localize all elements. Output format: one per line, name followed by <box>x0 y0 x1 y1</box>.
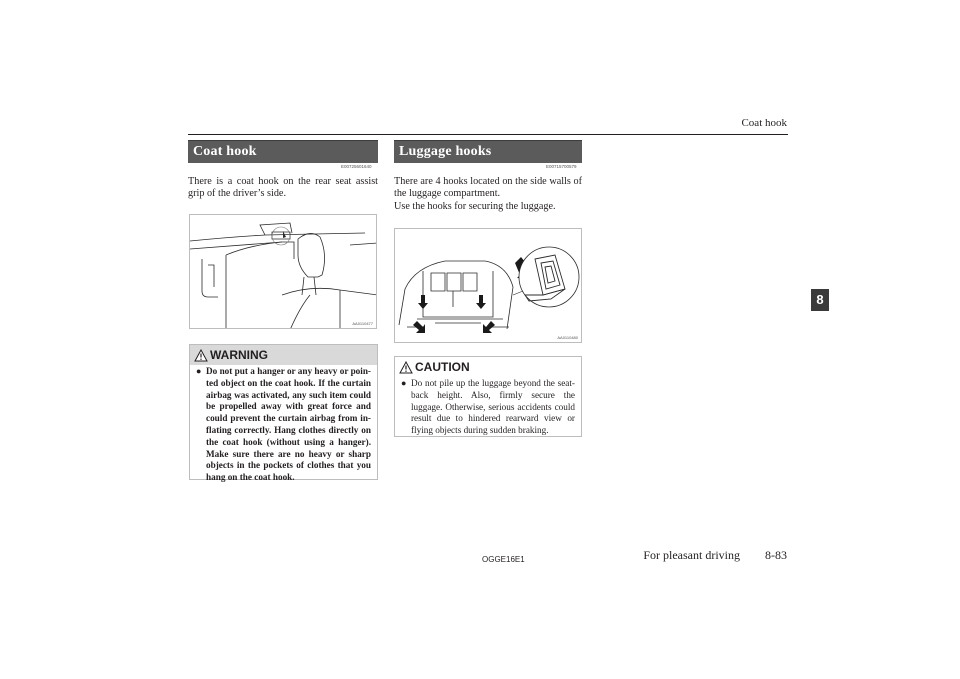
warning-triangle-icon <box>194 349 208 362</box>
warning-box <box>189 344 378 483</box>
running-head: Coat hook <box>741 117 787 129</box>
luggage-hooks-heading: Luggage hooks <box>394 140 582 163</box>
car-interior-drawing <box>190 215 377 329</box>
footer-document-code: OGGE16E1 <box>482 555 525 564</box>
warning-text: Do not put a hanger or any heavy or poin-ted object on the coat hook. If the curtain airbag was activated, any such item could be propelled away with great force and could prevent the curtain airbag from in-flating correctly. Hang clothes directly on the coat hook (without using a hanger). Make sure there are no heavy or sharp objects in the pockets of clothes that you hang on the coat hook. <box>206 366 371 483</box>
footer-page-number: 8-83 <box>765 548 787 562</box>
caution-text: Do not pile up the luggage beyond the seat-back height. Also, firmly secure the luggage. Otherwise, serious accidents could result due to hindered rearward view or flying objects during sudden braking. <box>411 378 575 436</box>
luggage-hooks-figure-code: AA0110480 <box>557 335 578 340</box>
caution-box <box>394 356 582 437</box>
coat-hook-figure-code: AA0110477 <box>352 321 373 326</box>
warning-bullet-icon: ● <box>196 366 202 376</box>
top-rule <box>188 134 788 135</box>
coat-hook-heading: Coat hook <box>188 140 378 163</box>
coat-hook-text: There is a coat hook on the rear seat assist grip of the driver’s side. <box>188 176 378 200</box>
warning-title: WARNING <box>210 348 268 362</box>
warning-header <box>190 345 377 365</box>
coat-hook-illustration <box>189 214 377 329</box>
caution-triangle-icon <box>399 361 413 374</box>
chapter-tab: 8 <box>811 289 829 311</box>
footer-page-info <box>643 548 787 563</box>
coat-hook-code: E00725601640 <box>341 164 372 169</box>
caution-title: CAUTION <box>415 360 470 374</box>
luggage-hooks-text-2: Use the hooks for securing the luggage. <box>394 201 556 212</box>
caution-bullet-icon: ● <box>401 378 407 388</box>
luggage-hooks-text-1: There are 4 hooks located on the side walls of the luggage compartment. <box>394 176 582 200</box>
luggage-hooks-code: E00715700579 <box>546 164 577 169</box>
luggage-compartment-drawing <box>395 229 582 343</box>
caution-header <box>395 357 581 377</box>
luggage-hooks-illustration <box>394 228 582 343</box>
footer-section-name: For pleasant driving <box>643 548 740 562</box>
